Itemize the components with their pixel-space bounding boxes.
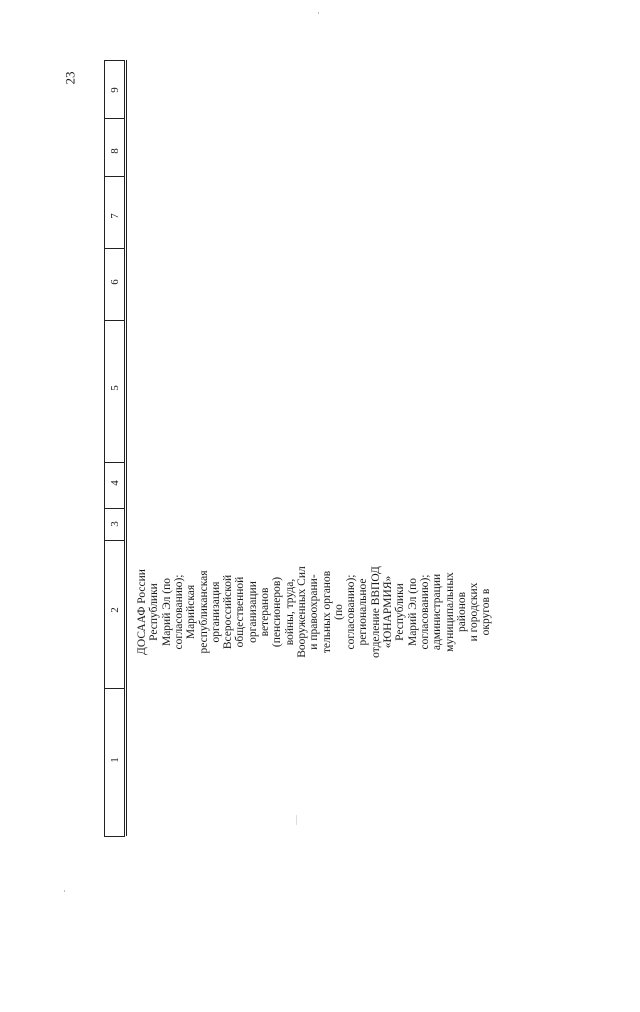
cell-text-line: согласованию); bbox=[172, 574, 185, 650]
cell-text-line: согласованию); bbox=[345, 574, 358, 650]
scan-speck bbox=[296, 815, 297, 825]
cell-text-line: общественной bbox=[234, 576, 247, 648]
cell-text-line: организации bbox=[246, 581, 259, 643]
header-cell-7: 7 bbox=[109, 213, 121, 219]
table-bottom-line bbox=[104, 60, 105, 836]
cell-text-line: Марий Эл (по bbox=[406, 577, 419, 647]
cell-text-line: Марий Эл (по bbox=[160, 577, 173, 647]
header-cell-6: 6 bbox=[109, 279, 121, 285]
cell-text-line: Вооруженных Сил bbox=[295, 566, 308, 658]
cell-text-line: муниципальных bbox=[443, 572, 456, 652]
cell-text-line: администрации bbox=[431, 573, 444, 651]
cell-text-line: Всероссийской bbox=[222, 574, 235, 650]
cell-text-line: согласованию); bbox=[418, 574, 431, 650]
cell-text-line: Республики bbox=[394, 583, 407, 641]
cell-text-line: Марийская bbox=[185, 584, 198, 640]
col-sep bbox=[104, 462, 125, 463]
cell-text-line: и правоохрани- bbox=[308, 574, 321, 650]
cell-text-line: ветеранов bbox=[259, 587, 271, 637]
header-cell-5: 5 bbox=[109, 385, 121, 391]
cell-text-line: (пенсионеров) bbox=[271, 576, 284, 648]
cell-text-line: округов в bbox=[480, 588, 493, 636]
cell-text-line: Республики bbox=[148, 583, 161, 641]
cell-text-line: республиканская bbox=[197, 570, 210, 654]
cell-text-line: региональное bbox=[357, 578, 370, 646]
cell-text-line: ДОСААФ России bbox=[136, 569, 148, 655]
col-1-border bbox=[124, 60, 125, 836]
cell-text-line: тельных органов bbox=[320, 570, 333, 654]
cell-text-line: отделение ВВПОД bbox=[369, 566, 382, 658]
header-cell-9: 9 bbox=[109, 87, 121, 93]
header-cell-1: 1 bbox=[109, 757, 121, 763]
scan-speck bbox=[318, 12, 319, 14]
col-sep bbox=[104, 540, 125, 541]
header-cell-8: 8 bbox=[109, 148, 121, 154]
header-cell-2: 2 bbox=[109, 607, 121, 613]
header-cell-4: 4 bbox=[109, 480, 121, 486]
col-sep bbox=[104, 60, 125, 61]
scan-speck bbox=[64, 890, 65, 892]
col-sep bbox=[104, 118, 125, 119]
cell-text-line: (по bbox=[332, 604, 345, 620]
page-number: 23 bbox=[62, 71, 78, 85]
col-sep bbox=[104, 688, 125, 689]
cell-text-line: «ЮНАРМИЯ» bbox=[382, 575, 394, 649]
cell-text-line: районов bbox=[455, 591, 468, 633]
col-sep bbox=[104, 176, 125, 177]
header-cell-3: 3 bbox=[109, 521, 121, 527]
col-sep bbox=[104, 508, 125, 509]
cell-text-line: войны, труда, bbox=[283, 578, 296, 646]
col-sep bbox=[104, 320, 125, 321]
cell-text-line: организация bbox=[209, 581, 222, 643]
col-sep bbox=[104, 248, 125, 249]
row-border-top bbox=[104, 836, 125, 837]
cell-text-line: и городских bbox=[468, 582, 481, 642]
